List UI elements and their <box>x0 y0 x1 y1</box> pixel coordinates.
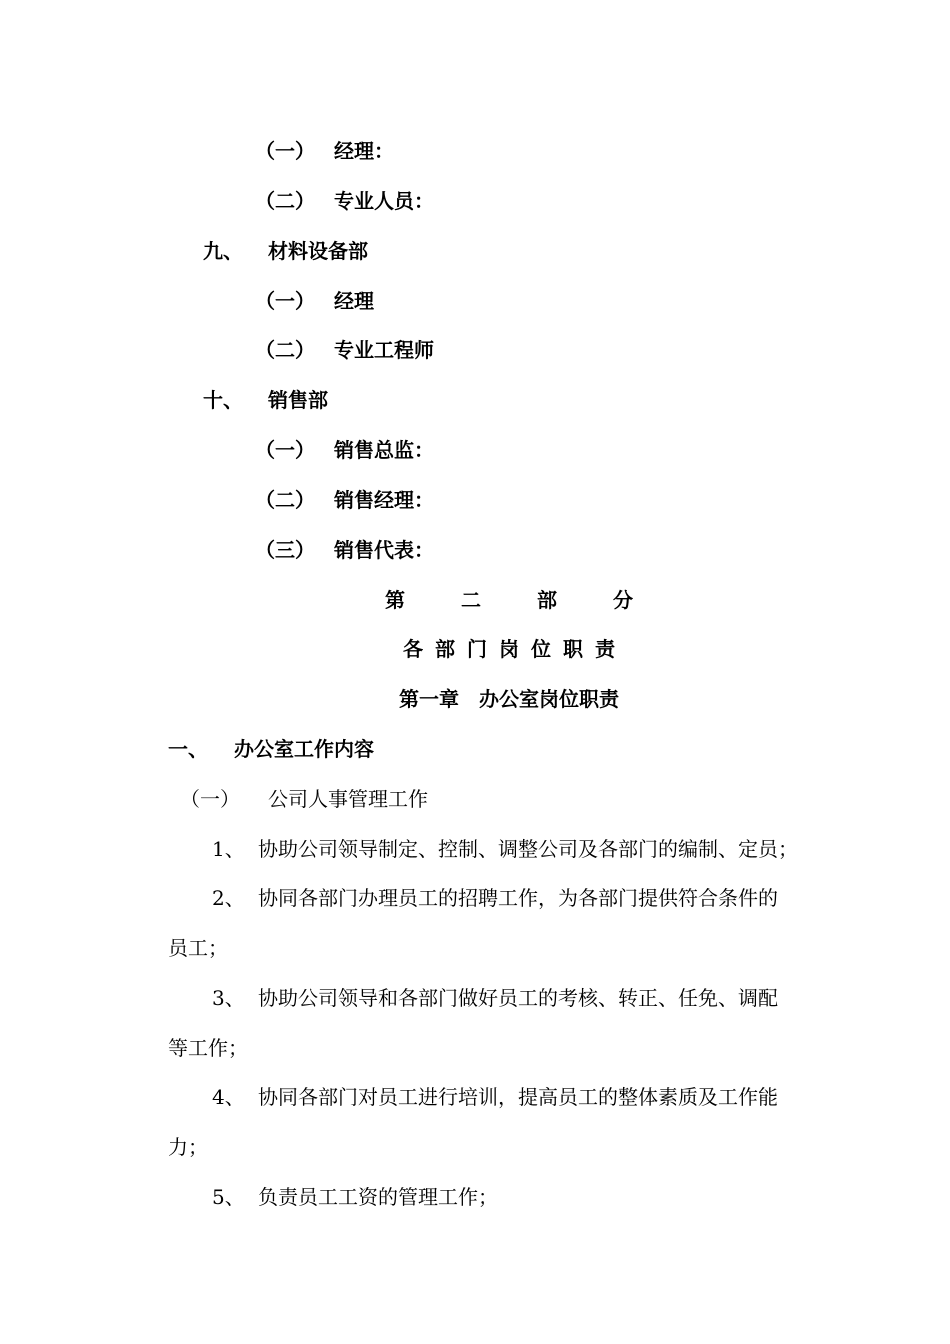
outline-text: 经理： <box>334 139 394 163</box>
item-text: 协同各部门办理员工的招聘工作，为各部门提供符合条件的 <box>258 886 778 910</box>
item-number: 4、 <box>212 1085 245 1109</box>
part-title <box>168 587 850 613</box>
item-text: 协助公司领导和各部门做好员工的考核、转正、任免、调配 <box>258 986 778 1010</box>
outline-number: （二） <box>255 488 315 512</box>
subsection-title: 公司人事管理工作 <box>268 787 428 811</box>
outline-text: 专业工程师 <box>334 338 434 362</box>
item-number: 2、 <box>212 886 245 910</box>
item-text: 等工作； <box>168 1036 248 1060</box>
outline-text: 销售代表： <box>334 538 434 562</box>
item-number: 5、 <box>212 1185 245 1209</box>
subsection-number: （一） <box>180 787 240 811</box>
outline-text: 销售经理： <box>334 488 434 512</box>
item-text: 协同各部门对员工进行培训，提高员工的整体素质及工作能 <box>258 1085 778 1109</box>
outline-text: 材料设备部 <box>268 239 368 263</box>
outline-number: 十、 <box>203 388 243 412</box>
outline-text: 专业人员： <box>334 189 434 213</box>
outline-text: 经理 <box>334 289 374 313</box>
outline-number: （一） <box>255 438 315 462</box>
outline-number: （一） <box>255 139 315 163</box>
outline-number: （二） <box>255 338 315 362</box>
part-title-text: 第二部分 <box>385 588 689 612</box>
chapter-title: 第一章 办公室岗位职责 <box>399 687 619 711</box>
part-subtitle <box>168 636 850 662</box>
item-text: 协助公司领导制定、控制、调整公司及各部门的编制、定员； <box>258 837 798 861</box>
section-title: 办公室工作内容 <box>234 737 374 761</box>
outline-number: （二） <box>255 189 315 213</box>
outline-text: 销售部 <box>268 388 328 412</box>
item-text: 负责员工工资的管理工作； <box>258 1185 498 1209</box>
section-number: 一、 <box>168 737 208 761</box>
outline-text: 销售总监： <box>334 438 434 462</box>
outline-number: （三） <box>255 538 315 562</box>
part-subtitle-text: 各部门岗位职责 <box>403 637 627 661</box>
item-text: 力； <box>168 1135 208 1159</box>
item-text: 员工； <box>168 936 228 960</box>
outline-number: （一） <box>255 289 315 313</box>
item-number: 1、 <box>212 837 245 861</box>
item-number: 3、 <box>212 986 245 1010</box>
outline-number: 九、 <box>203 239 243 263</box>
